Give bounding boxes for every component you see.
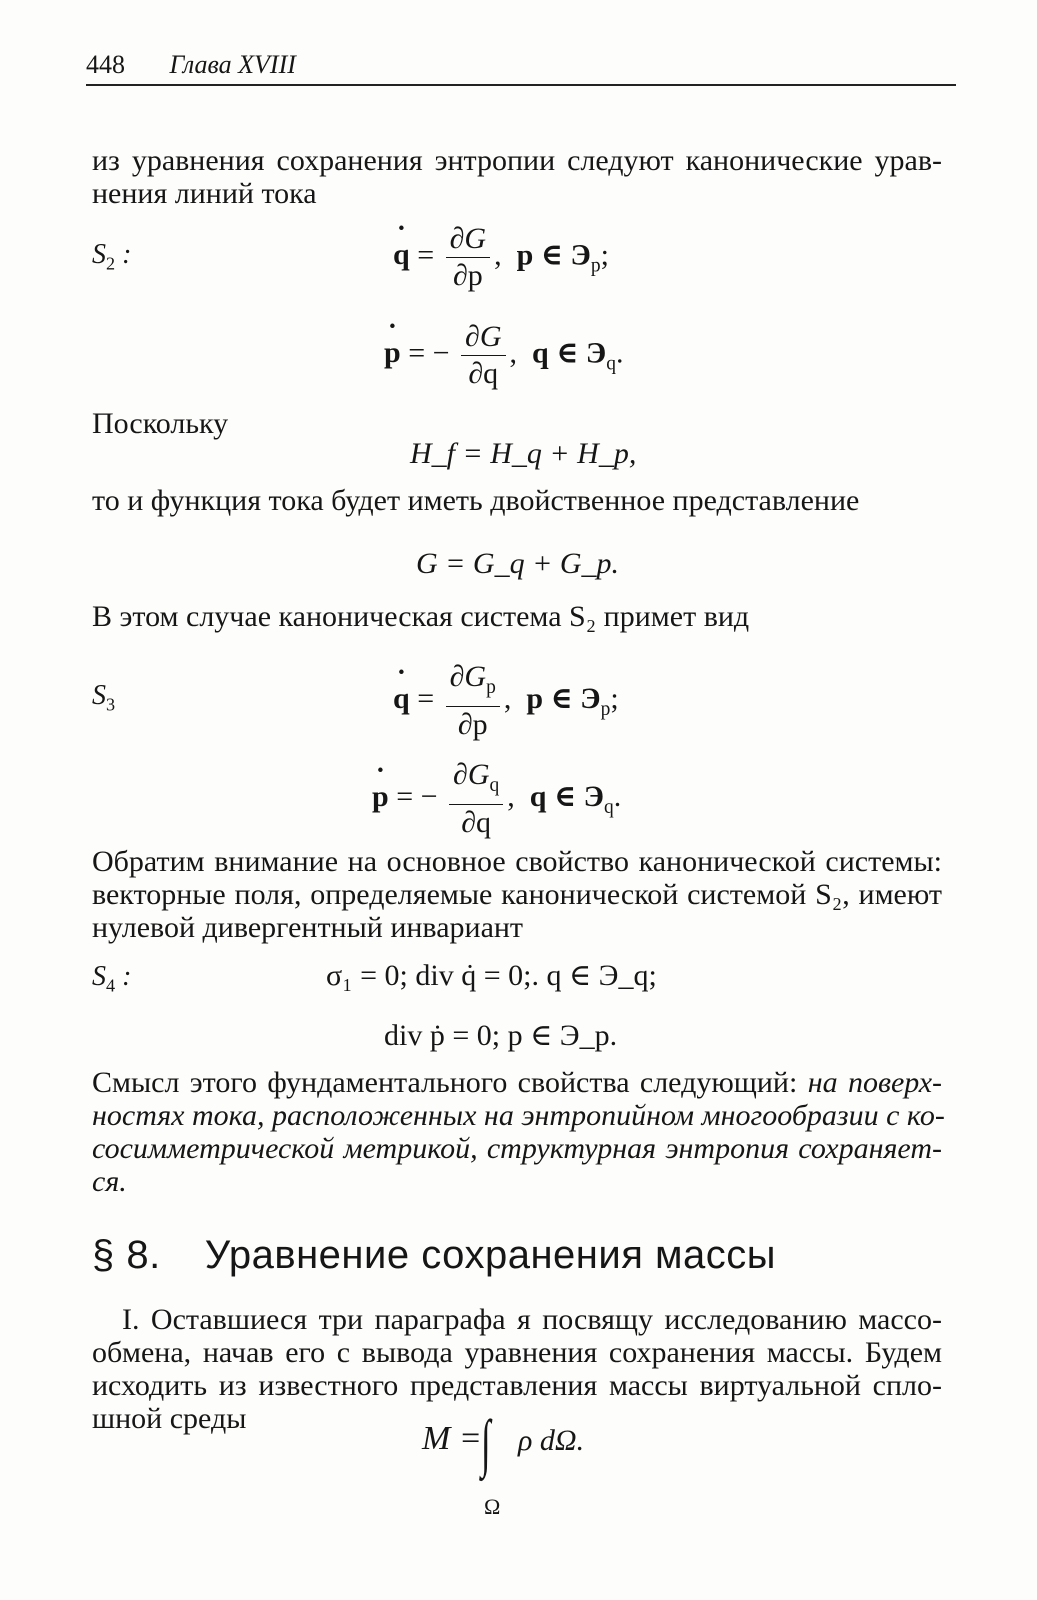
text-line: то и функция тока будет иметь двойственное представление (92, 484, 860, 517)
fraction (461, 320, 506, 391)
condition: q ∈ Э (529, 779, 605, 813)
numerator-text: ∂G (453, 758, 490, 791)
section-title: Уравнение сохранения массы (204, 1233, 776, 1277)
numerator-text: ∂G (449, 660, 487, 693)
equation-q-dot-s3: q ˙ = $\frac{\partial G_p}{\partial p}$ , p ∈ $Э_p$; (393, 660, 619, 742)
system-label-s2 (92, 239, 131, 275)
numerator-subscript: p (486, 677, 496, 698)
numerator (446, 660, 500, 707)
system-label-s3 (92, 680, 115, 716)
header-rule (86, 84, 956, 86)
numerator: ∂G (461, 320, 506, 356)
text-line: нулевой дивергентный инвариант (92, 911, 524, 944)
condition: p ∈ Э (526, 681, 601, 715)
paragraph-1 (92, 144, 942, 210)
denominator: ∂p (457, 708, 488, 741)
numerator: ∂G (446, 222, 491, 258)
denominator: ∂p (452, 259, 483, 292)
text-line: векторные поля, определяемые канонической системой S₂, имеют (92, 878, 942, 911)
denominator: ∂q (461, 806, 492, 839)
italic-text: на поверх- (807, 1066, 942, 1099)
condition-subscript: p (600, 698, 611, 720)
text-line: Обратим внимание на основное свойство канонической системы: (92, 845, 942, 878)
label-letter: S (92, 239, 106, 270)
condition-subscript: p (590, 255, 601, 277)
q-dot-symbol: q ˙ (393, 682, 410, 716)
section-heading (92, 1233, 776, 1278)
text-line: из уравнения сохранения энтропии следуют канонические урав- (92, 144, 942, 177)
label-subscript: 2 (106, 253, 116, 274)
integral-sign: ∫ (480, 1407, 491, 1478)
text-line: В этом случае каноническая система S₂ примет вид (92, 600, 750, 633)
plain-text: Смысл этого фундаментального свойства следующий: (92, 1066, 808, 1099)
text-line: I. Оставшиеся три параграфа я посвящу исследованию массо- (122, 1303, 942, 1336)
mass-equation-integrand: ρ dΩ. (518, 1424, 585, 1457)
condition-subscript: q (606, 353, 617, 375)
denominator: ∂q (468, 357, 499, 390)
equation-s4-line1: σ₁ = 0; div q̇ = 0;. q ∈ Э_q; (326, 959, 657, 992)
chapter-title: Глава XVIII (169, 50, 296, 79)
p-dot-symbol: p ˙ (372, 780, 389, 814)
equation-q-dot: q ˙ = $\frac{\partial G}{\partial p}$ , p ∈ $Э_p$; (393, 222, 609, 293)
numerator-subscript: q (489, 775, 500, 796)
label-subscript: 4 (106, 975, 116, 996)
equation-hf: H_f = H_q + H_p, (410, 437, 637, 470)
text-line: нения линий тока (92, 177, 317, 210)
paragraph-5 (92, 1066, 945, 1198)
mass-equation-lhs: M = (422, 1420, 482, 1457)
condition: q ∈ Э (532, 336, 607, 370)
label-letter: S (92, 680, 106, 711)
label-subscript: 3 (106, 694, 116, 715)
text-line: исходить из известного представления массы виртуальной спло- (92, 1369, 942, 1402)
page-number: 448 (86, 50, 125, 79)
condition: p ∈ Э (516, 238, 591, 272)
equation-p-dot-s3: p ˙ = − $\frac{\partial G_q}{\partial q}$ , q ∈ $Э_q$. (372, 758, 621, 840)
paragraph-4 (92, 845, 942, 944)
text-line: сосимметрической метрикой, структурная энтропия сохраняет- (92, 1132, 942, 1165)
equation-s4-line2: div ṗ = 0; p ∈ Э_p. (384, 1019, 618, 1052)
system-label-s4 (92, 961, 131, 997)
p-dot-symbol: p ˙ (384, 336, 401, 370)
fraction (446, 660, 500, 742)
numerator (449, 758, 503, 805)
text-line: ностях тока, расположенных на энтропийном многообразии с ко- (92, 1099, 945, 1132)
paragraph-6 (92, 1303, 942, 1435)
integral-lower-limit: Ω (484, 1494, 501, 1519)
label-suffix: : (115, 239, 132, 270)
fraction (449, 758, 503, 840)
condition-subscript: q (604, 796, 614, 818)
fraction (446, 222, 491, 293)
word-poskolku: Поскольку (92, 407, 229, 440)
equation-p-dot: p ˙ = − $\frac{\partial G}{\partial q}$ , q ∈ $Э_q$. (384, 320, 624, 391)
section-number: § 8. (92, 1233, 161, 1277)
text-line: обмена, начав его с вывода уравнения сохранения массы. Будем (92, 1336, 942, 1369)
text-line: ся. (92, 1165, 127, 1198)
label-suffix: : (115, 961, 132, 992)
running-head (86, 50, 296, 80)
label-letter: S (92, 961, 106, 992)
paragraph-3 (92, 600, 942, 633)
text-line (92, 1066, 942, 1099)
q-dot-symbol: q ˙ (393, 238, 410, 272)
paragraph-2 (92, 484, 942, 517)
text-line: шной среды (92, 1402, 247, 1435)
equation-g: G = G_q + G_p. (416, 547, 619, 580)
